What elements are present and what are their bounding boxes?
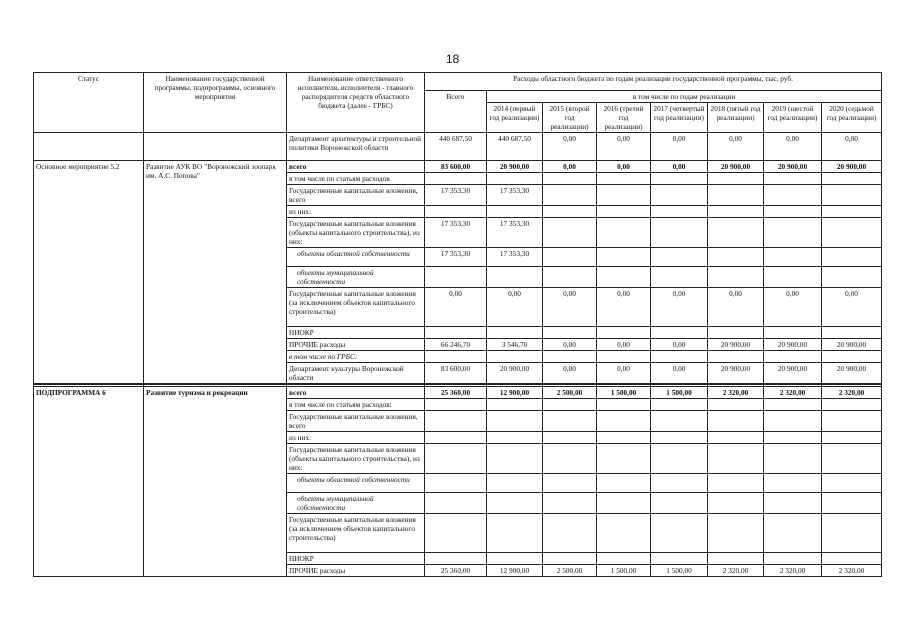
value-cell: [708, 206, 764, 218]
status-cell: Основное мероприятие 5.2: [34, 161, 144, 385]
value-cell: [764, 185, 822, 206]
value-cell: 0,00: [487, 288, 543, 327]
row-label: НИОКР: [287, 327, 425, 339]
value-cell: [487, 206, 543, 218]
value-cell: [597, 399, 651, 411]
header-status: Статус: [34, 73, 144, 133]
value-cell: [651, 248, 708, 267]
value-cell: 0,00: [543, 288, 597, 327]
row-label: всего: [287, 161, 425, 173]
value-cell: 20 900,00: [708, 339, 764, 351]
value-cell: [708, 248, 764, 267]
value-cell: [543, 474, 597, 493]
value-cell: 0,00: [651, 288, 708, 327]
value-cell: 2 320,00: [708, 565, 764, 577]
header-incl-years: в том числе по годам реализации: [487, 91, 882, 103]
value-cell: [543, 327, 597, 339]
value-cell: [487, 432, 543, 444]
row-label: в том числе по ГРБС:: [287, 351, 425, 363]
value-cell: [487, 444, 543, 474]
row-label: в том числе по статьям расходов: [287, 173, 425, 185]
value-cell: [487, 327, 543, 339]
value-cell: [822, 399, 882, 411]
value-cell: [651, 351, 708, 363]
value-cell: [822, 218, 882, 248]
value-cell: [651, 411, 708, 432]
value-cell: 20 900,00: [764, 363, 822, 385]
status-cell: [34, 133, 144, 161]
value-cell: [597, 218, 651, 248]
value-cell: 0,00: [708, 133, 764, 161]
value-cell: [708, 444, 764, 474]
value-cell: [764, 248, 822, 267]
value-cell: [651, 474, 708, 493]
value-cell: 17 353,30: [425, 248, 487, 267]
value-cell: [425, 553, 487, 565]
value-cell: [822, 267, 882, 288]
value-cell: 17 353,30: [487, 218, 543, 248]
row-label: Государственные капитальные вложения, всего: [287, 411, 425, 432]
value-cell: [543, 432, 597, 444]
value-cell: [822, 327, 882, 339]
value-cell: 2 320,00: [822, 565, 882, 577]
header-year: 2016 (третий год реализации): [597, 103, 651, 133]
value-cell: [597, 327, 651, 339]
value-cell: [764, 474, 822, 493]
table-row: [34, 133, 882, 161]
value-cell: [764, 432, 822, 444]
value-cell: 20 900,00: [708, 363, 764, 385]
value-cell: [597, 206, 651, 218]
table-body: [34, 133, 882, 577]
value-cell: [487, 399, 543, 411]
value-cell: [822, 173, 882, 185]
value-cell: 440 687,50: [487, 133, 543, 161]
value-cell: 12 900,00: [487, 565, 543, 577]
value-cell: 1 500,00: [651, 387, 708, 399]
value-cell: 0,00: [597, 339, 651, 351]
value-cell: 20 900,00: [764, 161, 822, 173]
header-year: 2019 (шестой год реализации): [764, 103, 822, 133]
value-cell: 20 900,00: [487, 161, 543, 173]
value-cell: [764, 493, 822, 514]
value-cell: [425, 327, 487, 339]
value-cell: 2 320,00: [822, 387, 882, 399]
value-cell: 0,00: [651, 133, 708, 161]
header-year: 2020 (седьмой год реализации): [822, 103, 882, 133]
row-label: ПРОЧИЕ расходы: [287, 565, 425, 577]
value-cell: 83 600,00: [425, 363, 487, 385]
value-cell: [708, 553, 764, 565]
row-label: Департамент архитектуры и строительной политики Воронежской области: [287, 133, 425, 161]
value-cell: [425, 444, 487, 474]
row-label: объекты муниципальной собственности: [287, 493, 425, 514]
value-cell: 25 360,00: [425, 565, 487, 577]
header-year: 2017 (четвертый год реализации): [651, 103, 708, 133]
value-cell: [764, 411, 822, 432]
value-cell: [764, 327, 822, 339]
value-cell: [708, 185, 764, 206]
value-cell: 0,00: [822, 133, 882, 161]
page-number: 18: [445, 52, 460, 66]
value-cell: [822, 206, 882, 218]
row-label: из них:: [287, 432, 425, 444]
row-label: НИОКР: [287, 553, 425, 565]
value-cell: 17 353,30: [425, 185, 487, 206]
value-cell: 0,00: [543, 133, 597, 161]
value-cell: [651, 444, 708, 474]
row-label: объекты областной собственности: [287, 248, 425, 267]
value-cell: [764, 553, 822, 565]
value-cell: 17 353,30: [425, 218, 487, 248]
row-label: объекты областной собственности: [287, 474, 425, 493]
value-cell: [651, 218, 708, 248]
value-cell: [764, 351, 822, 363]
value-cell: [651, 206, 708, 218]
value-cell: [708, 327, 764, 339]
value-cell: 2 500,00: [543, 565, 597, 577]
value-cell: [764, 444, 822, 474]
value-cell: [651, 432, 708, 444]
value-cell: [487, 514, 543, 553]
value-cell: 25 360,00: [425, 387, 487, 399]
value-cell: 20 900,00: [822, 363, 882, 385]
row-label: ПРОЧИЕ расходы: [287, 339, 425, 351]
value-cell: [708, 474, 764, 493]
value-cell: [708, 514, 764, 553]
value-cell: 2 320,00: [764, 565, 822, 577]
value-cell: 0,00: [543, 363, 597, 385]
header-program: Наименование государственной программы, подпрограммы, основного мероприятия: [144, 73, 287, 133]
value-cell: 0,00: [597, 363, 651, 385]
value-cell: 0,00: [543, 339, 597, 351]
value-cell: [764, 206, 822, 218]
value-cell: [822, 553, 882, 565]
row-label: Департамент культуры Воронежской области: [287, 363, 425, 385]
value-cell: [543, 493, 597, 514]
value-cell: [651, 267, 708, 288]
header-executor: Наименование ответственного исполнителя, исполнителя - главного распорядителя средств областного бюджета (далее - ГРБС): [287, 73, 425, 133]
value-cell: 0,00: [708, 288, 764, 327]
header-year: 2018 (пятый год реализации): [708, 103, 764, 133]
value-cell: [597, 351, 651, 363]
value-cell: [425, 411, 487, 432]
value-cell: [822, 514, 882, 553]
value-cell: [708, 493, 764, 514]
value-cell: [543, 399, 597, 411]
value-cell: [425, 267, 487, 288]
value-cell: 17 353,30: [487, 185, 543, 206]
table-row: [34, 161, 882, 173]
value-cell: 0,00: [764, 133, 822, 161]
value-cell: [822, 248, 882, 267]
value-cell: 0,00: [597, 288, 651, 327]
value-cell: 0,00: [543, 161, 597, 173]
value-cell: [597, 474, 651, 493]
value-cell: 20 900,00: [764, 339, 822, 351]
value-cell: 2 320,00: [764, 387, 822, 399]
value-cell: [543, 553, 597, 565]
value-cell: 2 500,00: [543, 387, 597, 399]
value-cell: [651, 493, 708, 514]
value-cell: 66 246,70: [425, 339, 487, 351]
value-cell: [597, 411, 651, 432]
value-cell: 20 900,00: [822, 161, 882, 173]
value-cell: 1 500,00: [597, 387, 651, 399]
program-cell: [144, 133, 287, 161]
value-cell: [597, 514, 651, 553]
value-cell: [543, 248, 597, 267]
value-cell: [425, 206, 487, 218]
value-cell: [597, 267, 651, 288]
value-cell: 0,00: [425, 288, 487, 327]
table-row: [34, 387, 882, 399]
value-cell: [651, 553, 708, 565]
program-cell: Развитие туризма и рекреации: [144, 387, 287, 577]
value-cell: [543, 267, 597, 288]
value-cell: [425, 399, 487, 411]
value-cell: [543, 185, 597, 206]
value-cell: 1 500,00: [597, 565, 651, 577]
value-cell: [764, 399, 822, 411]
value-cell: [543, 206, 597, 218]
value-cell: 17 353,30: [487, 248, 543, 267]
value-cell: 0,00: [651, 363, 708, 385]
header-year: 2015 (второй год реализации): [543, 103, 597, 133]
value-cell: [764, 173, 822, 185]
value-cell: [651, 173, 708, 185]
value-cell: [822, 432, 882, 444]
value-cell: [651, 327, 708, 339]
value-cell: [764, 218, 822, 248]
value-cell: [425, 432, 487, 444]
value-cell: [764, 267, 822, 288]
value-cell: [543, 173, 597, 185]
value-cell: 0,00: [764, 288, 822, 327]
value-cell: [487, 267, 543, 288]
value-cell: 3 546,70: [487, 339, 543, 351]
value-cell: [597, 493, 651, 514]
value-cell: [597, 248, 651, 267]
value-cell: 0,00: [597, 161, 651, 173]
value-cell: [708, 173, 764, 185]
value-cell: [822, 411, 882, 432]
value-cell: 0,00: [651, 161, 708, 173]
value-cell: [597, 173, 651, 185]
value-cell: [597, 553, 651, 565]
value-cell: [822, 351, 882, 363]
value-cell: 0,00: [651, 339, 708, 351]
value-cell: [425, 351, 487, 363]
value-cell: [822, 474, 882, 493]
value-cell: 0,00: [597, 133, 651, 161]
value-cell: [708, 267, 764, 288]
value-cell: [708, 399, 764, 411]
value-cell: [543, 351, 597, 363]
row-label: из них:: [287, 206, 425, 218]
value-cell: [764, 514, 822, 553]
value-cell: [487, 493, 543, 514]
header-year: 2014 (первый год реализации): [487, 103, 543, 133]
header-expenses: Расходы областного бюджета по годам реализации государственной программы, тыс. руб.: [425, 73, 882, 91]
budget-table: [33, 72, 882, 577]
row-label: Государственные капитальные вложения (объекты капитального строительства), из них:: [287, 444, 425, 474]
value-cell: [708, 351, 764, 363]
row-label: Государственные капитальные вложения, всего: [287, 185, 425, 206]
row-label: в том числе по статьям расходов:: [287, 399, 425, 411]
status-cell: ПОДПРОГРАММА 6: [34, 387, 144, 577]
value-cell: [487, 474, 543, 493]
row-label: Государственные капитальные вложения (за исключением объектов капитального строительства): [287, 514, 425, 553]
value-cell: [543, 514, 597, 553]
value-cell: [708, 432, 764, 444]
value-cell: 20 900,00: [708, 161, 764, 173]
value-cell: [425, 173, 487, 185]
value-cell: [425, 514, 487, 553]
value-cell: [487, 553, 543, 565]
value-cell: [822, 493, 882, 514]
value-cell: 83 600,00: [425, 161, 487, 173]
value-cell: [543, 218, 597, 248]
value-cell: 2 320,00: [708, 387, 764, 399]
value-cell: [425, 474, 487, 493]
value-cell: [487, 411, 543, 432]
program-cell: Развитие АУК ВО "Воронежский зоопарк им. А.С. Попова": [144, 161, 287, 385]
value-cell: [487, 351, 543, 363]
value-cell: [708, 218, 764, 248]
header-total: Всего: [425, 91, 487, 133]
value-cell: [651, 399, 708, 411]
value-cell: 12 900,00: [487, 387, 543, 399]
value-cell: [597, 185, 651, 206]
value-cell: 20 900,00: [487, 363, 543, 385]
row-label: объекты муниципальной собственности: [287, 267, 425, 288]
value-cell: [597, 432, 651, 444]
value-cell: 20 900,00: [822, 339, 882, 351]
value-cell: 1 500,00: [651, 565, 708, 577]
value-cell: [708, 411, 764, 432]
value-cell: [822, 185, 882, 206]
value-cell: [487, 173, 543, 185]
value-cell: [425, 493, 487, 514]
row-label: Государственные капитальные вложения (объекты капитального строительства), из них:: [287, 218, 425, 248]
value-cell: [597, 444, 651, 474]
row-label: всего: [287, 387, 425, 399]
row-label: Государственные капитальные вложения (за исключением объектов капитального строительства): [287, 288, 425, 327]
value-cell: 440 687,50: [425, 133, 487, 161]
value-cell: [543, 444, 597, 474]
value-cell: [822, 444, 882, 474]
value-cell: 0,00: [822, 288, 882, 327]
value-cell: [651, 514, 708, 553]
value-cell: [543, 411, 597, 432]
value-cell: [651, 185, 708, 206]
